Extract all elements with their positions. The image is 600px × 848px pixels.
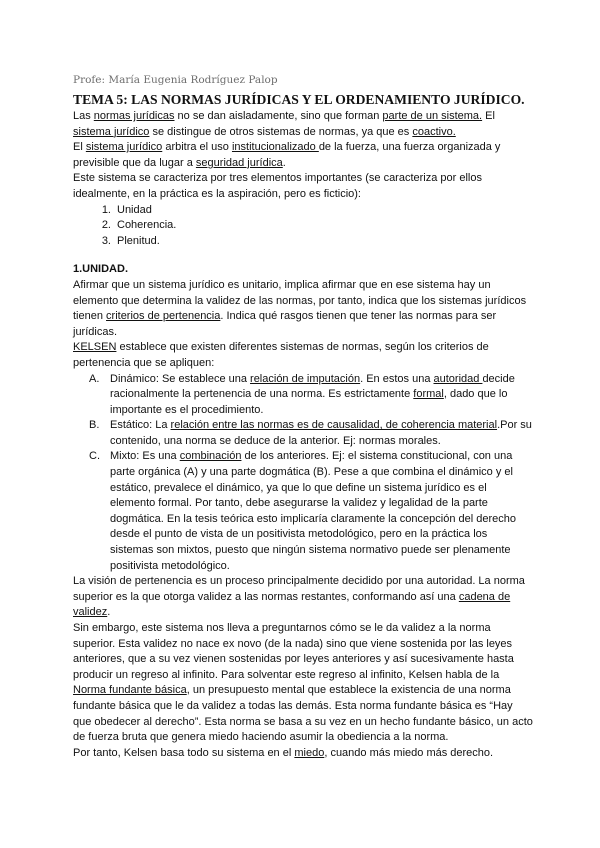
- underlined-term: parte de un sistema.: [382, 110, 483, 122]
- text: , cuando más miedo más derecho.: [324, 746, 494, 759]
- text: El: [482, 110, 495, 122]
- section-paragraph-5: [73, 746, 533, 762]
- underlined-term: relación de imputación: [250, 372, 361, 385]
- page-title: TEMA 5: LAS NORMAS JURÍDICAS Y EL ORDENAMIENTO JURÍDICO.: [73, 92, 525, 107]
- list-letter: A.: [89, 372, 100, 385]
- text: Por tanto, Kelsen basa todo su sistema en el: [73, 746, 295, 759]
- text: Estático: La: [110, 419, 171, 432]
- list-number: 3.: [101, 234, 111, 247]
- text: . En estos una: [360, 372, 434, 385]
- underlined-term: formal: [413, 388, 444, 401]
- text: , dado que lo importante es el procedimiento.: [110, 388, 508, 416]
- list-text: Coherencia.: [117, 219, 177, 232]
- underlined-term: seguridad jurídica: [195, 156, 283, 169]
- underlined-term: relación entre las normas es de causalidad, de coherencia material: [170, 419, 498, 432]
- list-text: Plenitud.: [117, 234, 160, 247]
- underlined-term: sistema jurídico: [73, 125, 150, 138]
- underlined-term: KELSEN: [73, 341, 117, 354]
- underlined-term: miedo: [294, 746, 325, 759]
- underlined-term: autoridad: [433, 372, 483, 385]
- section-paragraph-1: [73, 278, 533, 340]
- list-number: 2.: [101, 219, 111, 232]
- author-line: Profe: María Eugenia Rodríguez Palop: [73, 74, 278, 86]
- list-text: Unidad: [117, 203, 152, 216]
- text: El: [73, 141, 86, 154]
- text: establece que existen diferentes sistemas de normas, según los criterios de pertenencia que se apliquen:: [73, 341, 489, 369]
- section-paragraph-4: [73, 621, 533, 746]
- section-paragraph-2: [73, 340, 533, 371]
- document-body: [73, 109, 533, 761]
- text: de la fuerza, una fuerza organizada y previsible que da lugar a: [73, 141, 501, 169]
- underlined-term: coactivo.: [412, 125, 456, 138]
- text: , un presupuesto mental que establece la existencia de una norma fundante básica que le da validez a todas las demás. Esta norma fundante básica es “Hay que obedecer al derecho”. Esta norma se basa a su vez en un hecho fundante básico, un acto de fuerza bruta que genera miedo haciendo asumir la obediencia a la norma.: [73, 684, 533, 744]
- underlined-term: normas jurídicas: [93, 110, 175, 122]
- intro-paragraph-3: Este sistema se caracteriza por tres elementos importantes (se caracteriza por ellos idealmente, en la práctica es la aspiración, pero es ficticio):: [73, 172, 482, 200]
- underlined-term: cadena de validez: [73, 590, 511, 619]
- text: Las: [73, 110, 94, 122]
- underlined-term: criterios de pertenencia: [106, 310, 221, 323]
- list-letter: B.: [89, 419, 100, 432]
- list-item: [73, 418, 533, 449]
- text: .Por su contenido, una norma se deduce de la anterior. Ej: normas morales.: [110, 419, 532, 447]
- elements-list: [73, 203, 533, 250]
- text: se distingue de otros sistemas de normas, ya que es: [149, 125, 413, 138]
- text: de los anteriores. Ej: el sistema constitucional, con una parte orgánica (A) y una parte dogmática (B). Pese a que combina el dinámico y el estático, prevalece el dinámico, ya que lo que define un sistema jurídico es el elemento formal. Por tanto, debe asegurarse la validez y legalidad de la parte dogmática. En la tesis teórica esto implicaría claramente la concepción del derecho desde el punto de vista de un positivista metodológico, pero en la práctica los sistemas son mixtos, puesto que ningún sistema normativo puede ser plenamente positivista metodológico.: [110, 450, 516, 572]
- text: .: [282, 156, 286, 169]
- underlined-term: Norma fundante básica: [73, 684, 187, 697]
- text: Mixto: Es una: [110, 450, 180, 463]
- text: .: [107, 606, 111, 619]
- text: decide racionalmente la pertenencia de una norma. Es estrictamente: [110, 372, 515, 401]
- text: La visión de pertenencia es un proceso principalmente decidido por una autoridad. La norma superior es la que otorga validez a las normas restantes, conformando así una: [73, 575, 525, 603]
- section-paragraph-3: [73, 574, 533, 621]
- list-item: [73, 372, 533, 419]
- text: . Indica qué rasgos tienen que tener las normas para ser jurídicas.: [73, 310, 497, 338]
- underlined-term: institucionalizado: [231, 141, 319, 154]
- intro-paragraph-2: [73, 140, 533, 171]
- text: Sin embargo, este sistema nos lleva a preguntarnos cómo se le da validez a la norma superior. Esta validez no nace ex novo (de la nada) sino que viene sostenida por las leyes anteriores, que a su vez vienen sostenidas por leyes anteriores y así sucesivamente hasta producir un regreso al infinito. Para solventar este regreso al infinito, Kelsen habla de la: [73, 622, 514, 681]
- text: Afirmar que un sistema jurídico es unitario, implica afirmar que en ese sistema hay un elemento que determina la validez de las normas, por tanto, indica que los sistemas jurídicos tienen: [73, 278, 527, 323]
- list-item: [73, 234, 533, 250]
- section-heading: 1.UNIDAD.: [73, 263, 129, 276]
- list-number: 1.: [101, 203, 111, 216]
- list-item: [73, 449, 533, 574]
- criteria-list: [73, 372, 533, 575]
- list-item: [73, 203, 533, 219]
- text: arbitra el uso: [162, 141, 232, 154]
- intro-paragraph-1: [73, 109, 533, 140]
- text: Dinámico: Se establece una: [110, 372, 251, 385]
- list-item: [73, 218, 533, 234]
- list-letter: C.: [89, 450, 100, 463]
- underlined-term: sistema jurídico: [85, 141, 163, 154]
- underlined-term: combinación: [179, 450, 242, 463]
- text: no se dan aisladamente, sino que forman: [174, 110, 383, 122]
